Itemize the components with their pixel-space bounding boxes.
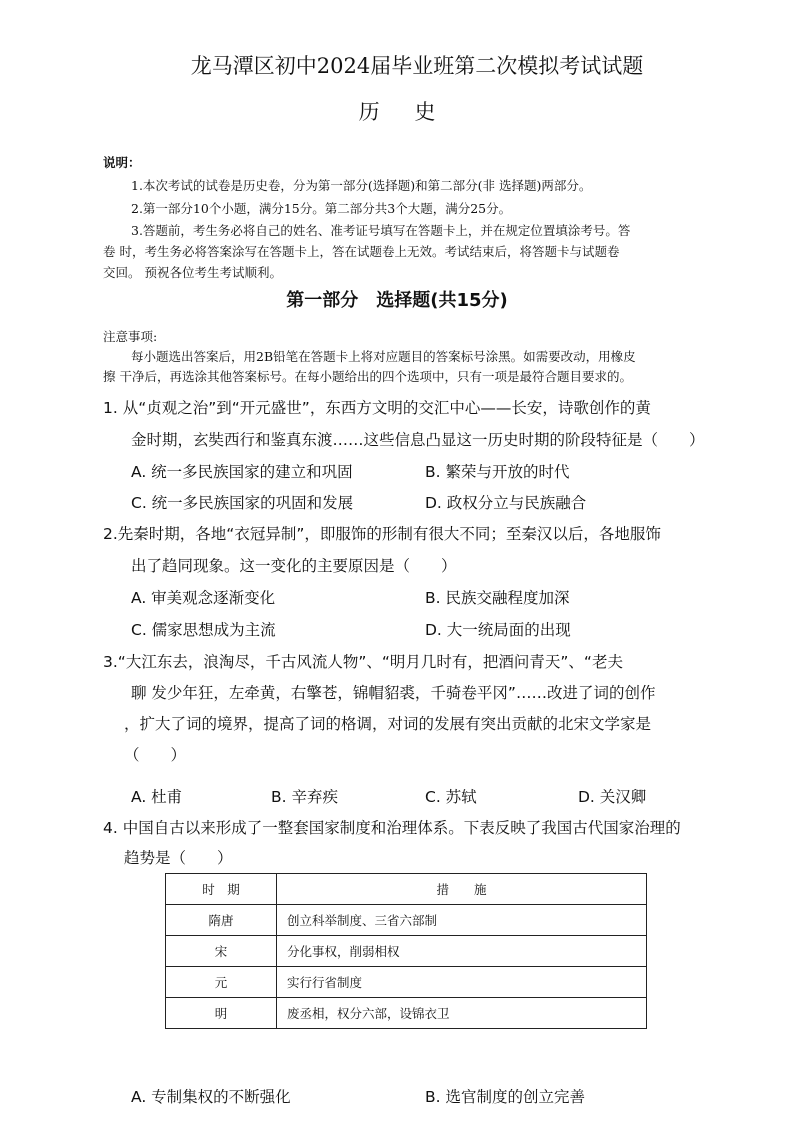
question-3-option-c: C. 苏轼: [425, 788, 477, 806]
notes-line: 擦 干净后，再选涂其他答案标号。在每小题给出的四个选项中，只有一项是最符合题目要求的。: [103, 369, 632, 384]
question-1-text: 1. 从“贞观之治”到“开元盛世”，东西方文明的交汇中心——长安，诗歌创作的黄: [103, 399, 651, 417]
question-3-text: ，扩大了词的境界，提高了词的格调，对词的发展有突出贡献的北宋文学家是: [124, 715, 652, 733]
notes-heading: 注意事项:: [103, 329, 158, 344]
instructions-heading: 说明：: [103, 155, 141, 170]
question-3-option-b: B. 辛弃疾: [271, 788, 338, 806]
section-title: 第一部分 选择题(共15分): [286, 290, 508, 311]
table-cell-measures: 废丞相，权分六部，设锦衣卫: [277, 998, 647, 1029]
question-1-option-c: C. 统一多民族国家的巩固和发展: [131, 494, 354, 512]
instruction-line: 1.本次考试的试卷是历史卷，分为第一部分(选择题)和第二部分(非 选择题)两部分。: [131, 178, 592, 193]
question-1-text: 金时期，玄奘西行和鉴真东渡……这些信息凸显这一历史时期的阶段特征是（ ）: [131, 431, 705, 449]
question-3-option-d: D. 关汉卿: [578, 788, 647, 806]
instruction-line: 3.答题前，考生务必将自己的姓名、准考证号填写在答题卡上，并在规定位置填涂考号。答: [131, 223, 631, 238]
question-4-option-a: A. 专制集权的不断强化: [131, 1088, 291, 1106]
table-cell-period: 元: [166, 967, 277, 998]
instruction-line: 交回。 预祝各位考生考试顺利。: [103, 265, 282, 280]
question-1-option-a: A. 统一多民族国家的建立和巩固: [131, 463, 353, 481]
table-header-period: 时 期: [166, 874, 277, 905]
question-4-text: 4. 中国自古以来形成了一整套国家制度和治理体系。下表反映了我国古代国家治理的: [103, 819, 681, 837]
table-cell-measures: 分化事权，削弱相权: [277, 936, 647, 967]
question-2-option-b: B. 民族交融程度加深: [425, 589, 570, 607]
table-row: [166, 905, 647, 936]
notes-line: 每小题选出答案后，用2B铅笔在答题卡上将对应题目的答案标号涂黑。如需要改动，用橡皮: [131, 349, 636, 364]
question-2-option-c: C. 儒家思想成为主流: [131, 621, 276, 639]
question-2-text: 2.先秦时期，各地“衣冠异制”，即服饰的形制有很大不同；至秦汉以后，各地服饰: [103, 525, 661, 543]
table-cell-period: 宋: [166, 936, 277, 967]
question-4-option-b: B. 选官制度的创立完善: [425, 1088, 585, 1106]
table-header-measures: 措 施: [277, 874, 647, 905]
question-1-option-d: D. 政权分立与民族融合: [425, 494, 587, 512]
table-cell-period: 隋唐: [166, 905, 277, 936]
table-row: [166, 936, 647, 967]
question-1-option-b: B. 繁荣与开放的时代: [425, 463, 570, 481]
table-row: [166, 998, 647, 1029]
question-3-option-a: A. 杜甫: [131, 788, 183, 806]
subject-title: 历 史: [358, 100, 450, 124]
table-cell-period: 明: [166, 998, 277, 1029]
question-3-text: 3.“大江东去，浪淘尽，千古风流人物”、“明月几时有，把酒问青天”、“老夫: [103, 653, 623, 671]
question-3-text: 聊 发少年狂，左牵黄，右擎苍，锦帽貂裘，千骑卷平冈”……改进了词的创作: [131, 684, 656, 702]
table-cell-measures: 实行行省制度: [277, 967, 647, 998]
question-3-text: （ ）: [124, 746, 187, 764]
table-cell-measures: 创立科举制度、三省六部制: [277, 905, 647, 936]
table-header-row: [166, 874, 647, 905]
table-row: [166, 967, 647, 998]
instruction-line: 2.第一部分10个小题，满分15分。第二部分共3个大题，满分25分。: [131, 201, 512, 216]
question-4-text: 趋势是（ ）: [124, 849, 233, 867]
question-2-text: 出了趋同现象。这一变化的主要原因是（ ）: [131, 557, 457, 575]
question-2-option-a: A. 审美观念逐渐变化: [131, 589, 276, 607]
governance-table: [165, 873, 647, 1029]
exam-title: 龙马潭区初中2024届毕业班第二次模拟考试试题: [190, 54, 644, 78]
instruction-line: 卷 时，考生务必将答案涂写在答题卡上，答在试题卷上无效。考试结束后，将答题卡与试题卷: [103, 244, 620, 259]
question-2-option-d: D. 大一统局面的出现: [425, 621, 571, 639]
